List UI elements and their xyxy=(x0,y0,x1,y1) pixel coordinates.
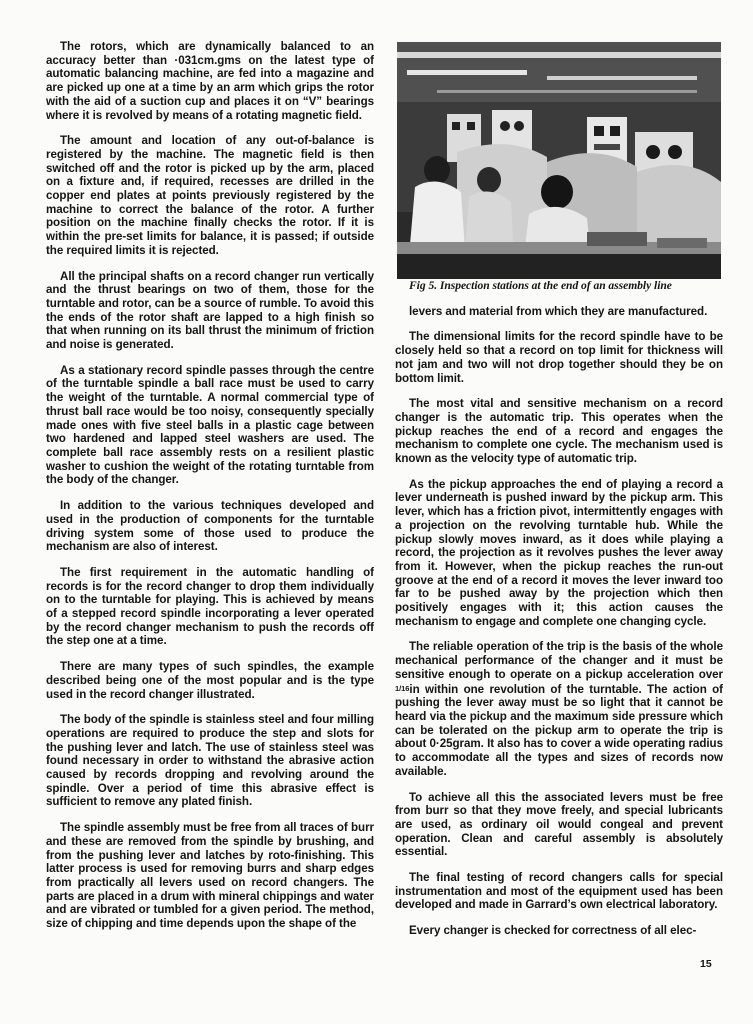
paragraph-dimensional-limits: The dimensional limits for the record spindle have to be closely held so that a record on top limit for thickness will not jam and two will not drop together should they be on bottom limit. xyxy=(395,330,723,385)
paragraph-spindle-body: The body of the spindle is stainless steel and four milling operations are required to produce the step and slots for the pushing lever and latch. The use of stainless steel was found necessary in order to withstand the abrasive action caused by records dropping and revolving around the spindle. Over a period of time this abrasive effect is sufficient to remove any plated finish. xyxy=(46,713,374,809)
paragraph-shafts: All the principal shafts on a record changer run vertically and the thrust bearings on two of them, those for the turntable and rotor, can be a source of rumble. To avoid this the ends of the rotor shaft are lapped to a high finish so that when running on its ball thrust the minimum of friction and noise is generated. xyxy=(46,269,374,352)
left-column xyxy=(46,40,374,943)
fraction-one-sixteenth: 1/16 xyxy=(395,683,410,693)
inspection-station-photo xyxy=(397,42,721,279)
paragraph-pickup-approach: As the pickup approaches the end of playing a record a lever underneath is pushed inward by the pickup arm. This lever, which has a friction pivot, intermittently engages with a projection on the revolving turntable hub. While the pickup slowly moves inward, as it does while playing a record, the projection as it revolves pushes the lever away from it. However, when the pickup reaches the run-out groove at the end of a record it moves the lever inward too far to be pushed away by the projection which then positively engages with it; this action causes the mechanism to engage and complete one changing cycle. xyxy=(395,477,723,628)
right-column xyxy=(395,40,723,950)
trip-text-after: in within one revolution of the turntable. The action of pushing the lever away must be so light that it cannot be heard via the pickup and the maximum side pressure which can be tolerated on the pickup arm to operate the trip is about 0·25gram. It also has to cover a wide operating radius to accommodate all the types and sizes of records now available. xyxy=(395,682,723,778)
paragraph-rotors: The rotors, which are dynamically balanced to an accuracy better than ·031cm.gms on the latest type of automatic balancing machine, are fed into a magazine and are picked up one at a time by an arm which grips the rotor with the aid of a suction cup and places it on “V” bearings where it is revolved by means of a rotating magnetic field. xyxy=(46,40,374,122)
paragraph-techniques: In addition to the various techniques developed and used in the production of components for the turntable driving system some of those used to produce the mechanism are also of interest. xyxy=(46,499,374,554)
paragraph-spindle-assembly: The spindle assembly must be free from all traces of burr and these are removed from the spindle by brushing, and from the pushing lever and latches by roto-finishing. This latter process is used for removing burrs and sharp edges from practically all levers used on record changers. The parts are placed in a drum with mineral chippings and water and are vibrated or tumbled for a given period. The method, size of chipping and time depends upon the shape of the xyxy=(46,821,374,931)
paragraph-levers-material: levers and material from which they are manufactured. xyxy=(409,304,708,318)
paragraph-reliable-trip xyxy=(395,640,723,778)
paragraph-every-changer: Every changer is checked for correctness of all elec- xyxy=(409,924,697,938)
paragraph-out-of-balance: The amount and location of any out-of-balance is registered by the machine. The magnetic field is then switched off and the rotor is picked up by the arm, placed on a fixture and, if required, recesses are drilled in the copper end plates at points previously registered by the machine to correct the balance of the rotor. A further position on the machine finally checks the rotor. If it is within the pre-set limits for balance, it is passed; if outside the required limits it is rejected. xyxy=(46,134,374,257)
trip-text-before: The reliable operation of the trip is the basis of the whole mechanical performance of the changer and it must be sensitive enough to operate on a pickup acceleration over xyxy=(395,640,723,681)
paragraph-first-requirement: The first requirement in the automatic handling of records is for the record changer to drop them individually on to the turntable for playing. This is achieved by means of a stepped record spindle incorporating a lever operated by the record changer mechanism to push the records off the step one at a time. xyxy=(46,565,374,648)
paragraph-ball-race: As a stationary record spindle passes through the centre of the turntable spindle a ball race must be used to carry the weight of the turntable. A normal commercial type of thrust ball race would be too noisy, consequently specially made ones with five steel balls in a plastic cage between two hardened and lapped steel washers are used. The complete ball race assembly rests on a resilient plastic washer to cushion the weight of the rotating turntable from the body of the changer. xyxy=(46,363,374,487)
paragraph-automatic-trip: The most vital and sensitive mechanism on a record changer is the automatic trip. This operates when the pickup reaches the end of a record and engages the mechanism to complete one cycle. The mechanism used is known as the velocity type of automatic trip. xyxy=(395,397,723,466)
page-number: 15 xyxy=(700,958,712,970)
inspection-station-illustration xyxy=(397,42,721,279)
paragraph-spindle-types: There are many types of such spindles, the example described being one of the most popular and is the type used in the record changer illustrated. xyxy=(46,660,374,701)
figure-caption: Fig 5. Inspection stations at the end of an assembly line xyxy=(409,279,672,292)
paragraph-final-testing: The final testing of record changers calls for special instrumentation and most of the equipment used has been developed and made in Garrard’s own electrical laboratory. xyxy=(395,871,723,912)
paragraph-free-from-burr: To achieve all this the associated levers must be free from burr so that they move freely, and special lubricants are used, as ordinary oil would congeal and prevent operation. Clean and careful assembly is absolutely essential. xyxy=(395,790,723,859)
